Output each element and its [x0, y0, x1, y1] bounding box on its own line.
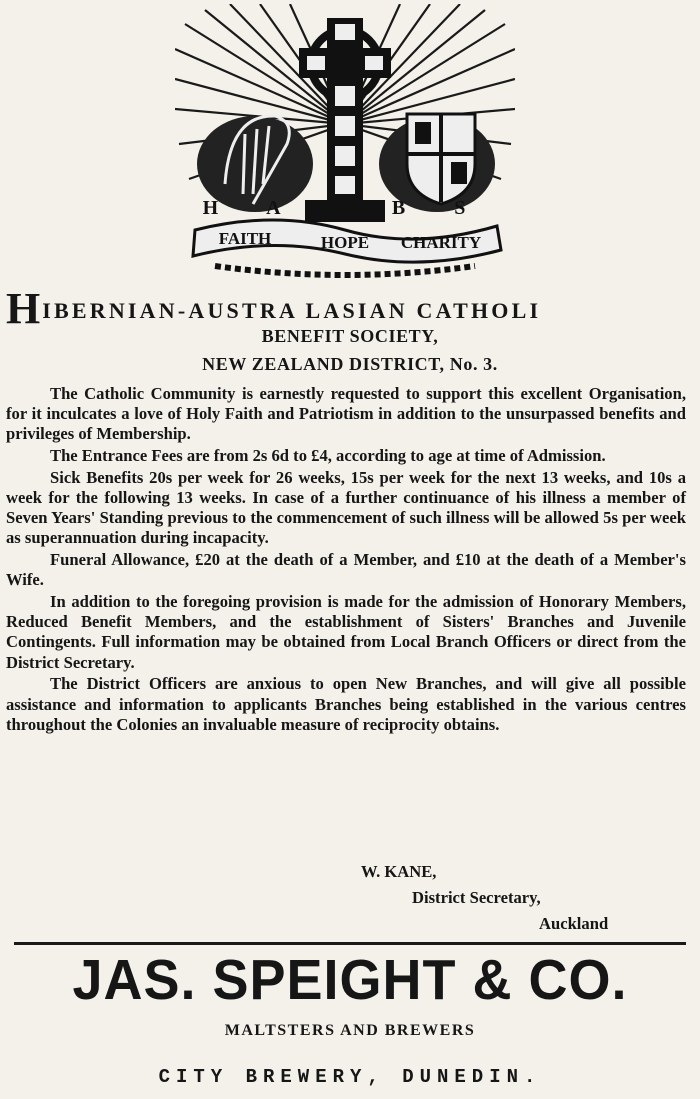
society-title — [6, 284, 694, 333]
paragraph: In addition to the foregoing provision is made for the admission of Honorary Members, Reduced Benefit Members, and the establishment of Sisters' Branches and Juvenile Contingents. Full information may be obtained from Local Branch Officers or direct from the District Secretary. — [6, 592, 686, 672]
signature-title: District Secretary, — [412, 888, 541, 907]
paragraph: Sick Benefits 20s per week for 26 weeks, 15s per week for the next 13 weeks, and 10s a week for the following 13 weeks. In case of a further continuance of his illness a member of Seven Years' Standing previous to the commencement of such illness will be allowed 5s per week as superannuation during incapacity. — [6, 467, 686, 548]
brewery-brand: JAS. SPEIGHT & CO. — [72, 948, 628, 1012]
scroll-word-hope: HOPE — [320, 233, 370, 252]
paragraph: The Catholic Community is earnestly requested to support this excellent Organisation, for it inculcates a love of Holy Faith and Patriotism in addition to the unsurpassed benefits and privileges of Membership. — [6, 384, 686, 444]
subtitle-district: NEW ZEALAND DISTRICT, No. 3. — [202, 354, 498, 374]
title-dropcap: H — [6, 284, 41, 333]
paragraph: The District Officers are anxious to open New Branches, and will give all possible assistance and information to applicants Branches being established in the various centres throughout the Colonies an invaluable measure of reciprocity obtains. — [6, 674, 686, 734]
brewery-subtitle: MALTSTERS AND BREWERS — [224, 1022, 476, 1039]
celtic-cross-emblem — [175, 4, 515, 280]
divider-rule — [14, 942, 686, 945]
coat-of-arms-shield — [407, 114, 475, 204]
paragraph: Funeral Allowance, £20 at the death of a Member, and £10 at the death of a Member's Wife. — [6, 550, 686, 590]
scroll-word-charity: CHARITY — [400, 233, 482, 252]
emblem-lettering: H A C B S — [202, 197, 488, 219]
shamrock-garland — [215, 266, 475, 275]
subtitle-benefit-society: BENEFIT SOCIETY, — [261, 326, 439, 346]
celtic-cross — [299, 18, 391, 222]
title-text: IBERNIAN-AUSTRA LASIAN CATHOLI — [42, 298, 542, 323]
signature-name: W. KANE, — [361, 862, 437, 881]
article-body — [6, 384, 686, 736]
paragraph: The Entrance Fees are from 2s 6d to £4, according to age at time of Admission. — [50, 446, 606, 466]
brewery-location: CITY BREWERY, DUNEDIN. — [158, 1066, 542, 1088]
signature-place: Auckland — [539, 914, 609, 933]
scroll-word-faith: FAITH — [218, 229, 272, 248]
